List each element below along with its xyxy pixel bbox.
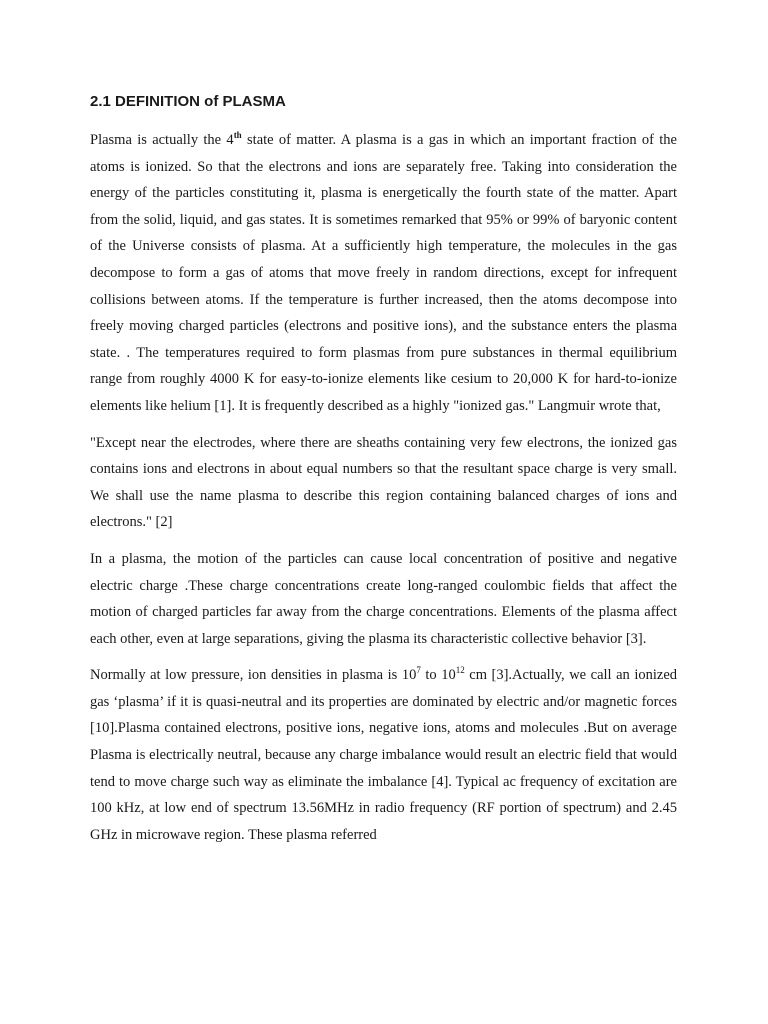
document-body [90,127,677,858]
paragraph-text: cm [3].Actually, we call an ionized gas ‘plasma’ if it is quasi-neutral and its properties are dominated by electric and/or magnetic forces [10].Plasma contained electrons, positive ions, negative ions, atoms and molecules .But on average Plasma is electrically neutral, because any charge imbalance would result an electric field that would tend to move charge such way as eliminate the imbalance [4]. Typical ac frequency of excitation are 100 kHz, at low end of spectrum 13.56MHz in radio frequency (RF portion of spectrum) and 2.45 GHz in microwave region. These plasma referred [90,667,677,843]
paragraph-charge-concentration: In a plasma, the motion of the particles can cause local concentration of positive and negative electric charge .These charge concentrations create long-ranged coulombic fields that affect the motion of charged particles far away from the charge concentrations. Elements of the plasma affect each other, even at large separations, giving the plasma its characteristic collective behavior [3]. [90,550,677,647]
paragraph-langmuir-quote: "Except near the electrodes, where there are sheaths containing very few electrons, the ionized gas contains ions and electrons in about equal numbers so that the resultant space charge is very small. We shall use the name plasma to describe this region containing balanced charges of ions and electrons." [2] [90,434,677,531]
section-heading: 2.1 DEFINITION of PLASMA [90,93,286,110]
paragraph-text: Normally at low pressure, ion densities in plasma is 10 [90,667,417,684]
paragraph-text: to 10 [420,667,456,684]
paragraph-ion-densities [90,662,677,848]
paragraph-plasma-definition [90,127,677,420]
paragraph-text: Plasma is actually the 4 [90,132,234,148]
superscript-exponent: 7 [416,665,421,676]
superscript-th: th [233,130,242,140]
superscript-exponent: 12 [455,665,465,676]
paragraph-text: state of matter. A plasma is a gas in which an important fraction of the atoms is ionized. So that the electrons and ions are separately free. Taking into consideration the energy of the particles constituting it, plasma is energetically the fourth state of the matter. Apart from the solid, liquid, and gas states. It is sometimes remarked that 95% or 99% of baryonic content of the Universe consists of plasma. At a sufficiently high temperature, the molecules in the gas decompose to form a gas of atoms that move freely in random directions, except for infrequent collisions between atoms. If the temperature is further increased, then the atoms decompose into freely moving charged particles (electrons and positive ions), and the substance enters the plasma state. . The temperatures required to form plasmas from pure substances in thermal equilibrium range from roughly 4000 K for easy-to-ionize elements like cesium to 20,000 K for hard-to-ionize elements like helium [1]. It is frequently described as a highly "ionized gas." Langmuir wrote that, [90,132,677,414]
